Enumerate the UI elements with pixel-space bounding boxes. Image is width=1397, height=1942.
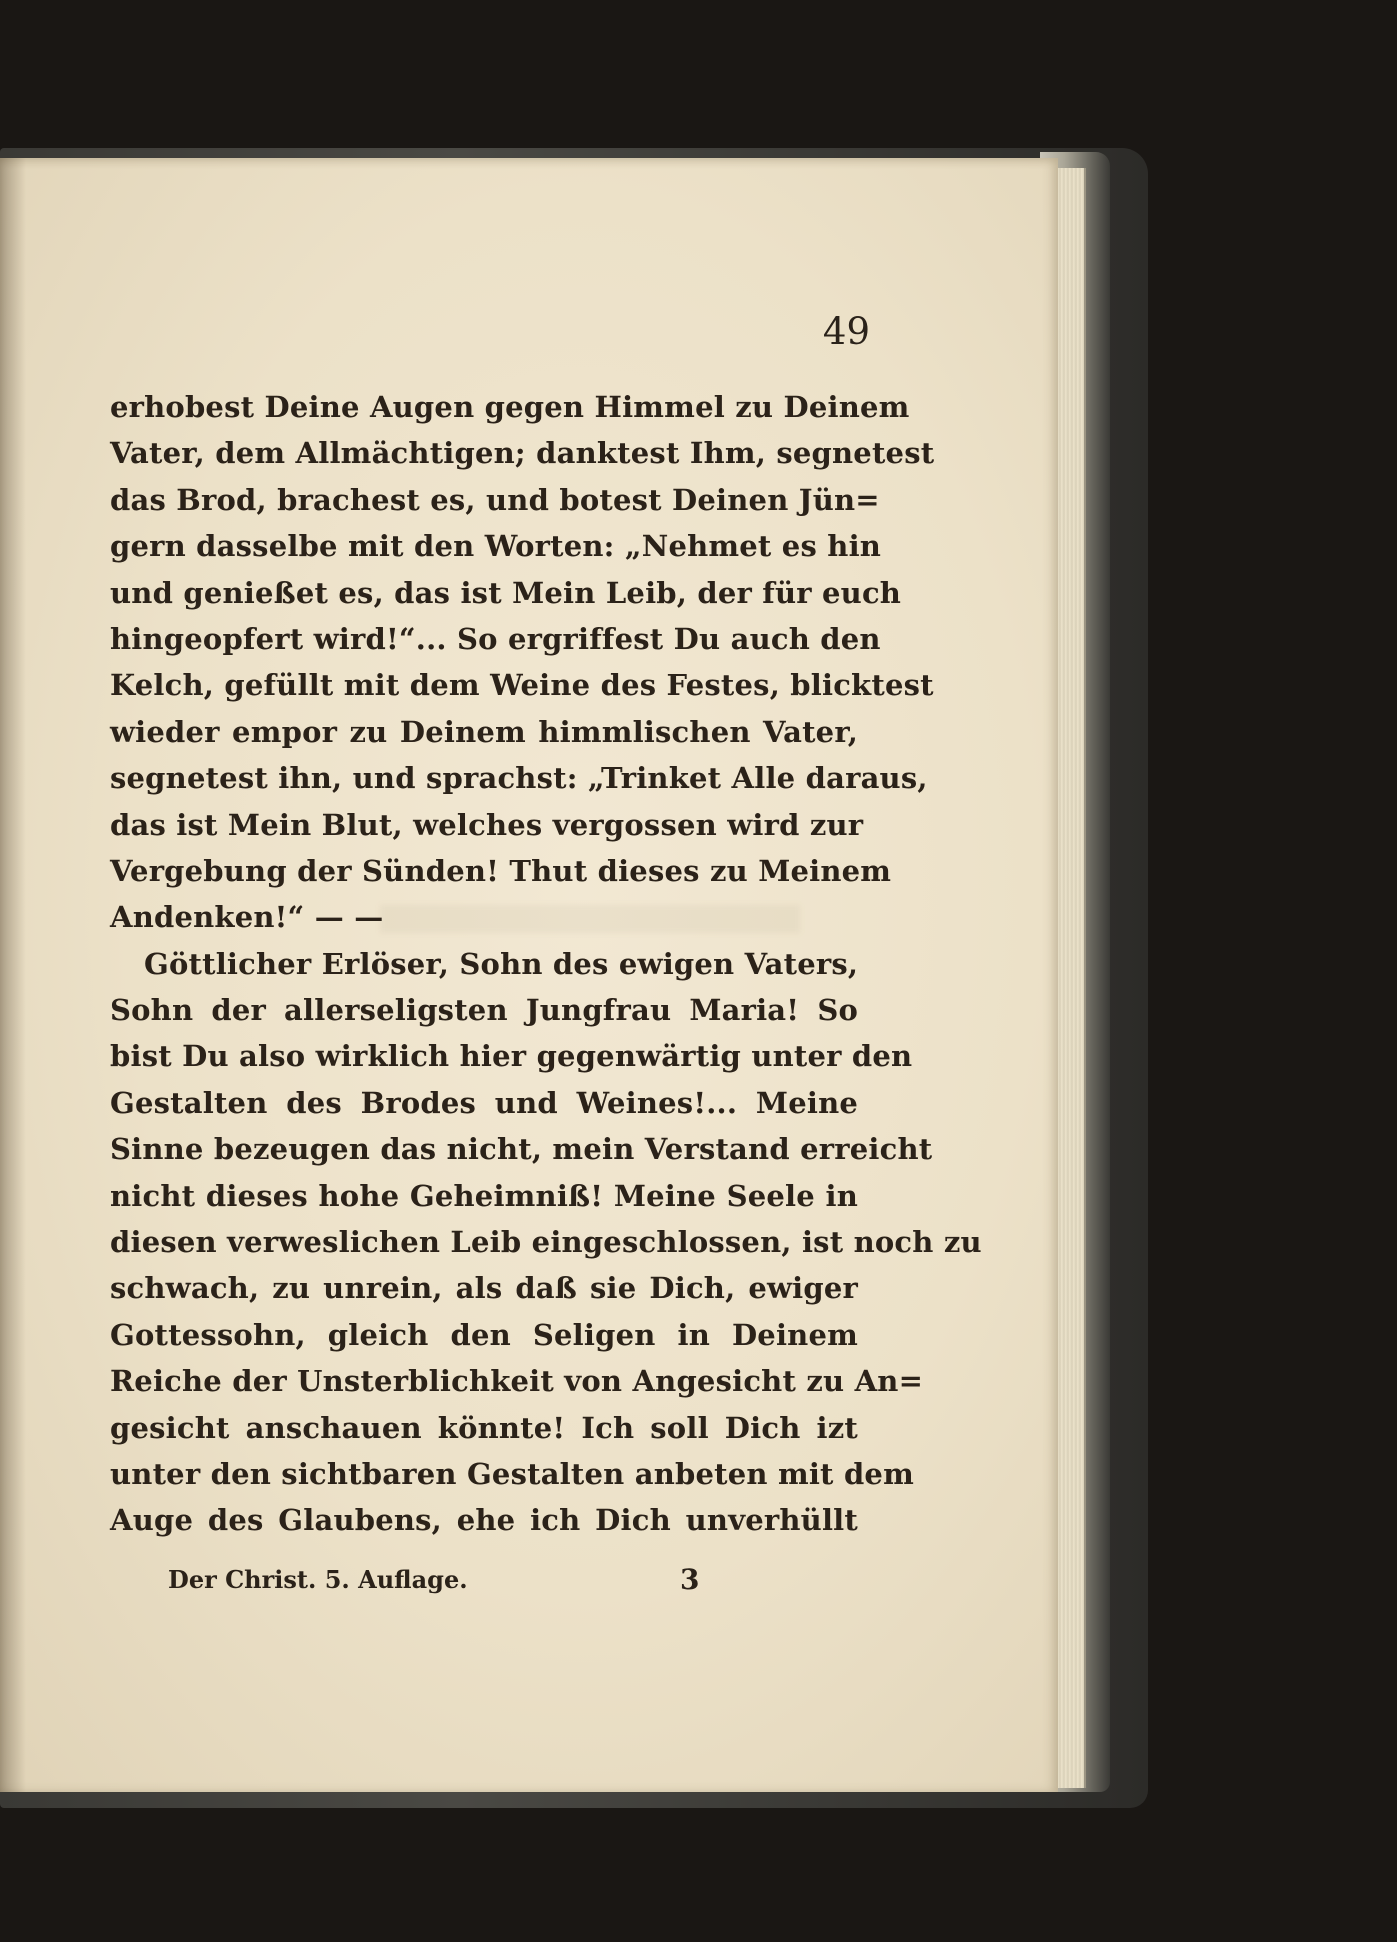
- text-line: nicht dieses hohe Geheimniß! Meine Seele in: [110, 1178, 858, 1213]
- text-line: schwach, zu unrein, als daß sie Dich, ewiger: [110, 1271, 858, 1306]
- text-line: erhobest Deine Augen gegen Himmel zu Deinem: [110, 390, 910, 424]
- text-line: Gestalten des Brodes und Weines!... Meine: [110, 1085, 858, 1120]
- text-line: Sinne bezeugen das nicht, mein Verstand erreicht: [110, 1132, 933, 1167]
- text-line: Göttlicher Erlöser, Sohn des ewigen Vaters,: [144, 946, 859, 981]
- text-line: diesen verweslichen Leib eingeschlossen, ist noch zu: [110, 1225, 982, 1260]
- text-line: Reiche der Unsterblichkeit von Angesicht zu An=: [110, 1364, 924, 1399]
- text-line: unter den sichtbaren Gestalten anbeten mit dem: [110, 1456, 914, 1491]
- text-line: gern dasselbe mit den Worten: „Nehmet es hin: [110, 529, 882, 564]
- text-line: gesicht anschauen könnte! Ich soll Dich izt: [110, 1410, 858, 1445]
- text-line: wieder empor zu Deinem himmlischen Vater,: [110, 714, 858, 749]
- body-text: [110, 384, 982, 1544]
- text-line: das ist Mein Blut, welches vergossen wird zur: [110, 807, 864, 842]
- text-line: segnetest ihn, und sprachst: „Trinket Alle daraus,: [110, 761, 928, 796]
- text-line: bist Du also wirklich hier gegenwärtig unter den: [110, 1039, 913, 1074]
- page-number: 49: [822, 310, 870, 353]
- text-line: und genießet es, das ist Mein Leib, der für euch: [110, 575, 902, 610]
- footer-title: Der Christ. 5. Auflage.: [168, 1565, 468, 1594]
- signature-mark: 3: [680, 1563, 700, 1596]
- page-gutter-shadow: [0, 158, 26, 1792]
- text-line: hingeopfert wird!“... So ergriffest Du auch den: [110, 621, 881, 656]
- text-line: Sohn der allerseligsten Jungfrau Maria! So: [110, 993, 858, 1028]
- text-line: Vergebung der Sünden! Thut dieses zu Meinem: [110, 853, 892, 888]
- text-line: Kelch, gefüllt mit dem Weine des Festes, blicktest: [110, 668, 934, 703]
- text-line: Andenken!“ — —: [110, 900, 384, 935]
- text-line: das Brod, brachest es, und botest Deinen Jün=: [110, 482, 880, 517]
- text-line: Auge des Glaubens, ehe ich Dich unverhüllt: [110, 1503, 858, 1538]
- text-line: Vater, dem Allmächtigen; danktest Ihm, segnetest: [110, 436, 935, 471]
- text-line: Gottessohn, gleich den Seligen in Deinem: [110, 1317, 858, 1352]
